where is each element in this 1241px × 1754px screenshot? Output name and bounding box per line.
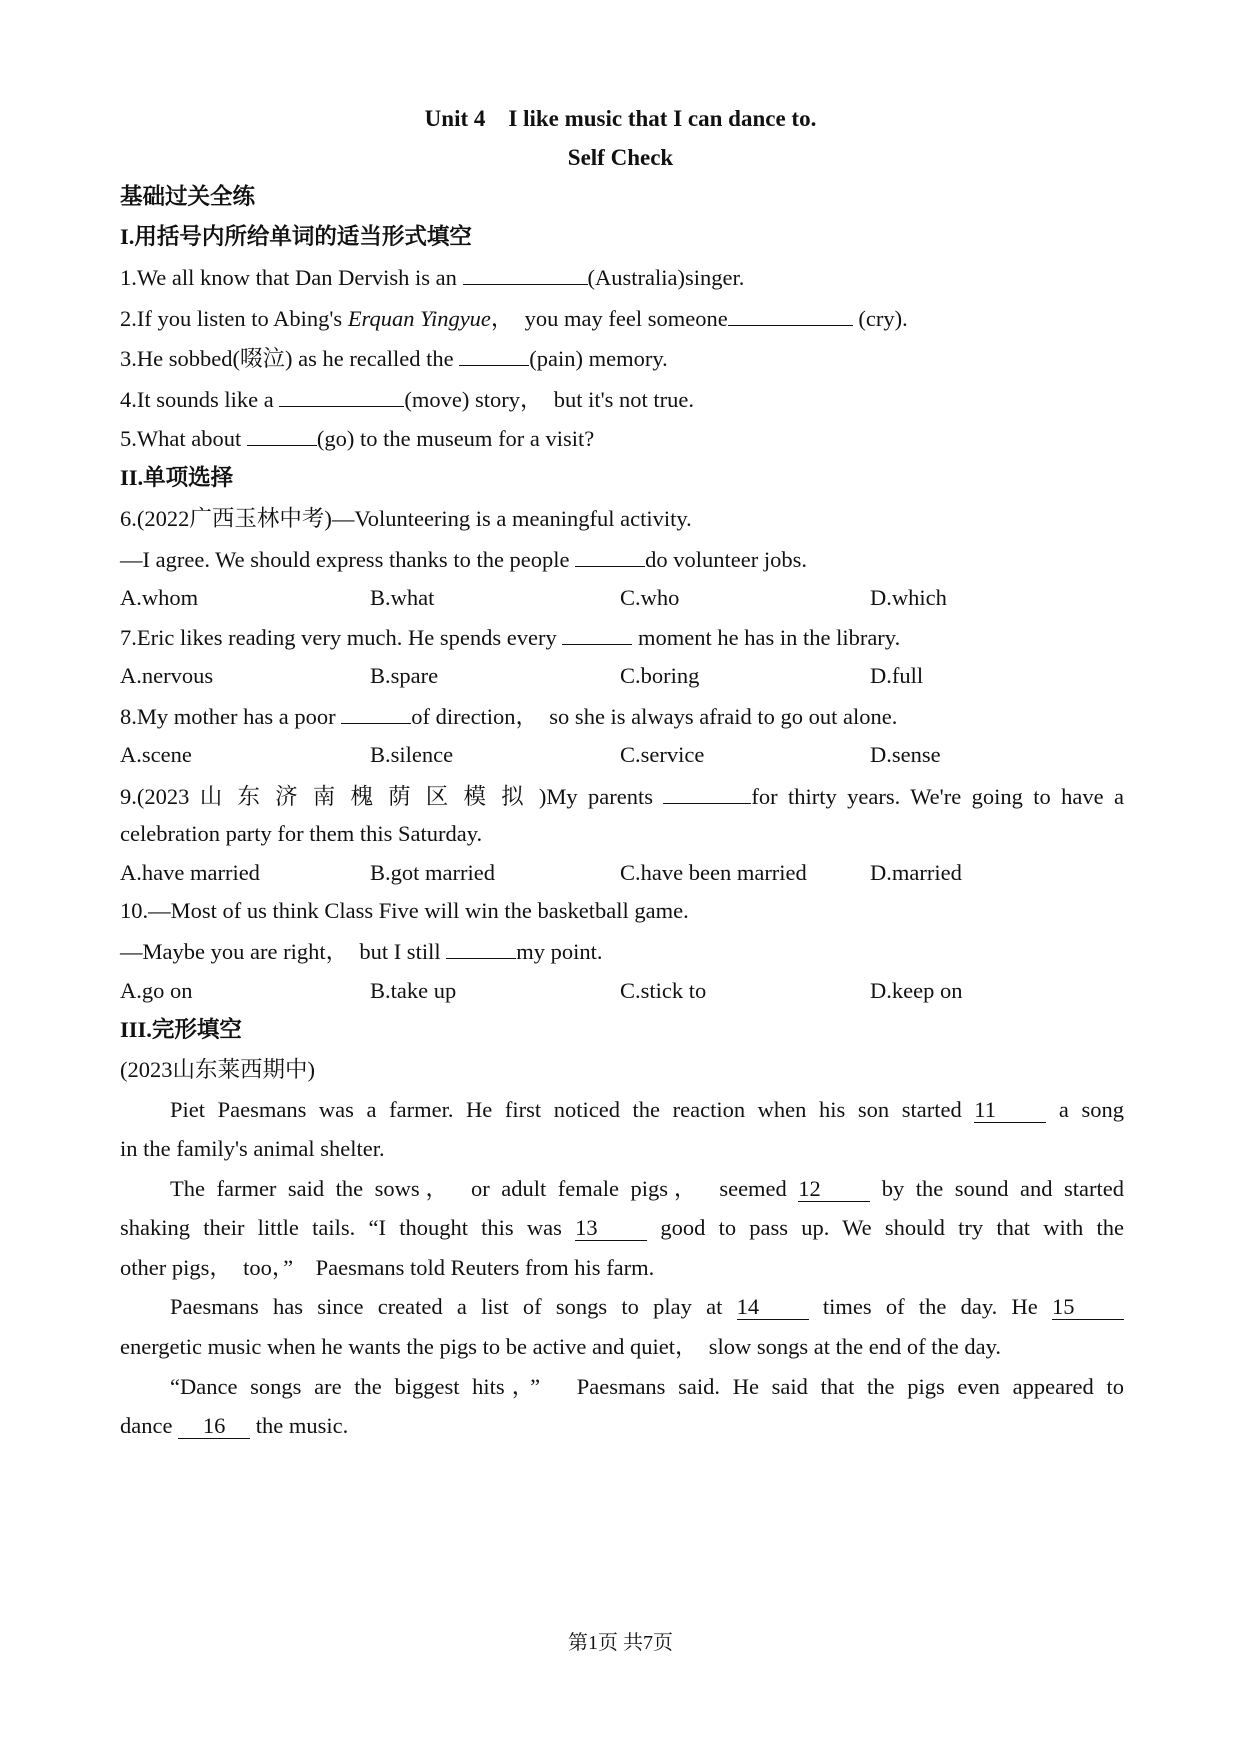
passage-line: dance 16 the music. (120, 1413, 349, 1438)
option-c[interactable]: C.who (620, 585, 680, 610)
option-c[interactable]: C.service (620, 742, 705, 767)
answer-blank[interactable] (459, 343, 529, 366)
answer-blank[interactable] (341, 701, 411, 724)
blank-11[interactable]: 11 (974, 1098, 1046, 1123)
question-10: 10.—Most of us think Class Five will win the basketball game. (120, 898, 689, 923)
option-a[interactable]: A.have married (120, 860, 260, 885)
option-b[interactable]: B.take up (370, 978, 457, 1003)
option-b[interactable]: B.spare (370, 663, 439, 688)
page-title: Unit 4 I like music that I can dance to. (424, 106, 817, 131)
passage-line: shaking their little tails. “I thought this was 13 good to pass up. We should try that with the (120, 1215, 1124, 1240)
part2-heading: II.单项选择 (120, 465, 234, 490)
question-2: 2.If you listen to Abing's Erquan Yingyue， you may feel someone (cry). (120, 303, 1124, 334)
option-c[interactable]: C.boring (620, 663, 700, 688)
answer-blank[interactable] (279, 384, 404, 407)
answer-blank[interactable] (575, 544, 645, 567)
section-heading: 基础过关全练 (120, 184, 256, 209)
option-d[interactable]: D.full (870, 663, 924, 688)
passage-line: energetic music when he wants the pigs to be active and quiet， slow songs at the end of the day. (120, 1334, 1002, 1359)
option-b[interactable]: B.silence (370, 742, 454, 767)
answer-blank[interactable] (463, 262, 588, 285)
question-5: 5.What about (go) to the museum for a visit? (120, 423, 1124, 454)
passage-line: Piet Paesmans was a farmer. He first noticed the reaction when his son started 11 a song (170, 1097, 1124, 1122)
answer-blank[interactable] (663, 781, 751, 804)
option-c[interactable]: C.stick to (620, 978, 707, 1003)
page-subtitle: Self Check (567, 145, 674, 170)
option-a[interactable]: A.scene (120, 742, 192, 767)
option-c[interactable]: C.have been married (620, 860, 807, 885)
question-1: 1.We all know that Dan Dervish is an (Australia)singer. (120, 262, 1124, 293)
passage-source: (2023山东莱西期中) (120, 1057, 315, 1082)
part1-heading: I.用括号内所给单词的适当形式填空 (120, 224, 472, 249)
question-7: 7.Eric likes reading very much. He spends every moment he has in the library. (120, 622, 1124, 653)
blank-12[interactable]: 12 (798, 1177, 870, 1202)
question-6: 6.(2022广西玉林中考)—Volunteering is a meaningful activity. (120, 506, 692, 531)
option-d[interactable]: D.which (870, 585, 947, 610)
question-9-line2: celebration party for them this Saturday. (120, 821, 483, 846)
option-a[interactable]: A.go on (120, 978, 193, 1003)
page-number: 第1页 共7页 (568, 1632, 673, 1654)
question-4: 4.It sounds like a (move) story， but it's not true. (120, 384, 1124, 415)
answer-blank[interactable] (728, 303, 853, 326)
option-b[interactable]: B.got married (370, 860, 495, 885)
answer-blank[interactable] (562, 622, 632, 645)
option-a[interactable]: A.whom (120, 585, 199, 610)
question-3: 3.He sobbed(啜泣) as he recalled the (pain) memory. (120, 343, 1124, 374)
question-8: 8.My mother has a poor of direction， so she is always afraid to go out alone. (120, 701, 1124, 732)
passage-line: “Dance songs are the biggest hits，” Paesmans said. He said that the pigs even appeared to (170, 1374, 1124, 1399)
answer-blank[interactable] (247, 423, 317, 446)
question-9: 9.(2023 山 东 济 南 槐 荫 区 模 拟 )My parents for thirty years. We're going to have a (120, 781, 1124, 812)
answer-blank[interactable] (446, 936, 516, 959)
blank-13[interactable]: 13 (575, 1216, 647, 1241)
blank-15[interactable]: 15 (1052, 1295, 1124, 1320)
question-10-line2: —Maybe you are right， but I still my point. (120, 936, 1124, 967)
blank-14[interactable]: 14 (737, 1295, 809, 1320)
option-d[interactable]: D.married (870, 860, 962, 885)
passage-line: Paesmans has since created a list of songs to play at 14 times of the day. He 15 (170, 1292, 1124, 1322)
passage-line: The farmer said the sows， or adult female pigs， seemed 12 by the sound and started (170, 1176, 1124, 1201)
blank-16[interactable]: 16 (178, 1414, 250, 1439)
part3-heading: III.完形填空 (120, 1017, 242, 1042)
option-a[interactable]: A.nervous (120, 663, 214, 688)
passage-line: in the family's animal shelter. (120, 1136, 385, 1161)
option-d[interactable]: D.keep on (870, 978, 963, 1003)
option-d[interactable]: D.sense (870, 742, 941, 767)
passage-line: other pigs， too，” Paesmans told Reuters from his farm. (120, 1255, 655, 1280)
question-6-line2: —I agree. We should express thanks to the people do volunteer jobs. (120, 544, 1124, 575)
option-b[interactable]: B.what (370, 585, 435, 610)
